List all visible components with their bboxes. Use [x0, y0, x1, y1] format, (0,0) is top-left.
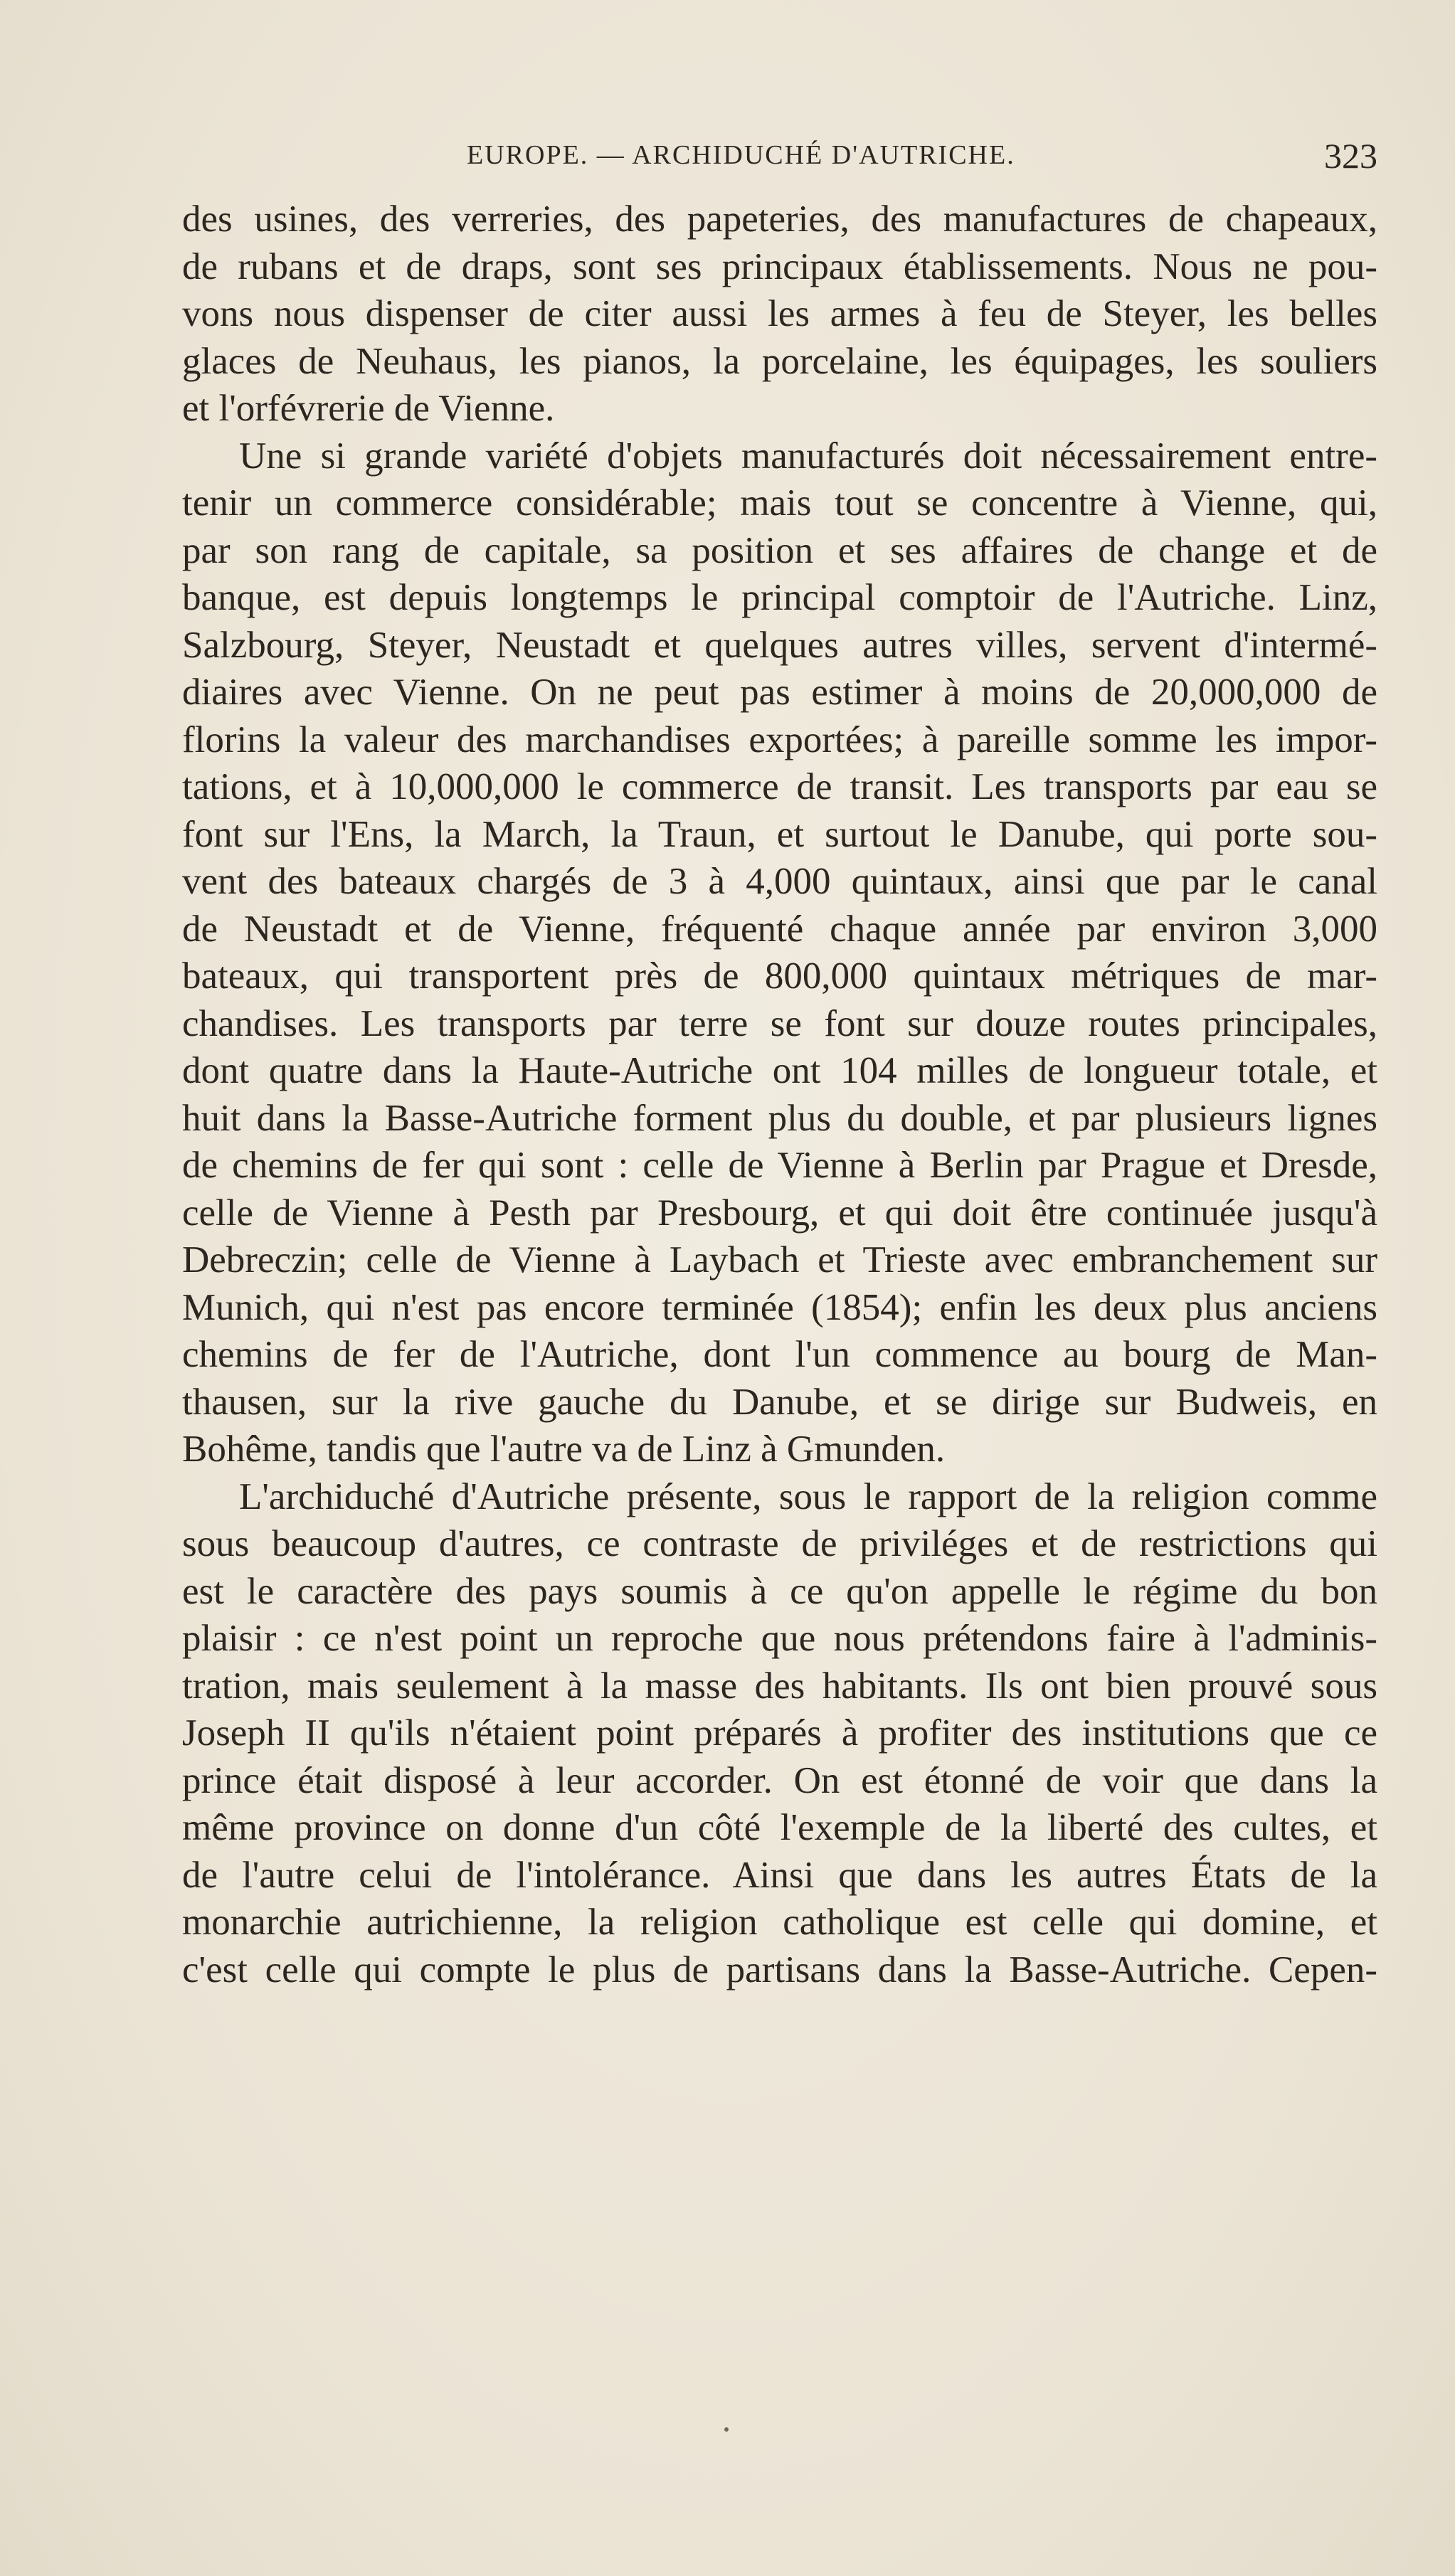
text-line: chemins de fer de l'Autriche, dont l'un commence au bourg de Man- — [182, 1334, 1377, 1375]
text-line: banque, est depuis longtemps le principal comptoir de l'Autriche. Linz, — [182, 577, 1377, 618]
text-line: Debreczin; celle de Vienne à Laybach et Trieste avec embranchement sur — [182, 1239, 1377, 1281]
text-line: des usines, des verreries, des papeteries, des manufactures de chapeaux, — [182, 198, 1377, 240]
text-line: Salzbourg, Steyer, Neustadt et quelques autres villes, servent d'intermé- — [182, 624, 1377, 666]
text-line: glaces de Neuhaus, les pianos, la porcelaine, les équipages, les souliers — [182, 340, 1377, 382]
text-line: monarchie autrichienne, la religion catholique est celle qui domine, et — [182, 1902, 1377, 1943]
text-line: est le caractère des pays soumis à ce qu'on appelle le régime du bon — [182, 1570, 1377, 1612]
text-line: bateaux, qui transportent près de 800,000 quintaux métriques de mar- — [182, 955, 1377, 997]
text-line: de l'autre celui de l'intolérance. Ainsi que dans les autres États de la — [182, 1854, 1377, 1896]
text-line: dont quatre dans la Haute-Autriche ont 104 milles de longueur totale, et — [182, 1050, 1377, 1091]
text-line: florins la valeur des marchandises exportées; à pareille somme les impor- — [182, 719, 1377, 760]
text-line: tations, et à 10,000,000 le commerce de transit. Les transports par eau se — [182, 766, 1377, 807]
text-line: L'archiduché d'Autriche présente, sous le rapport de la religion comme — [239, 1475, 1377, 1517]
text-line: c'est celle qui compte le plus de partisans dans la Basse-Autriche. Cepen- — [182, 1949, 1377, 1991]
header-title: EUROPE. — ARCHIDUCHÉ D'AUTRICHE. — [467, 140, 1015, 170]
text-line: celle de Vienne à Pesth par Presbourg, et qui doit être continuée jusqu'à — [182, 1192, 1377, 1234]
text-line: Munich, qui n'est pas encore terminée (1854); enfin les deux plus anciens — [182, 1286, 1377, 1328]
text-line: plaisir : ce n'est point un reproche que nous prétendons faire à l'adminis- — [182, 1618, 1377, 1659]
text-line: chandises. Les transports par terre se font sur douze routes principales, — [182, 1002, 1377, 1044]
text-line: de chemins de fer qui sont : celle de Vienne à Berlin par Prague et Dresde, — [182, 1145, 1377, 1186]
page-number: 323 — [1324, 136, 1377, 176]
text-line: vons nous dispenser de citer aussi les armes à feu de Steyer, les belles — [182, 293, 1377, 334]
text-line: huit dans la Basse-Autriche forment plus du double, et par plusieurs lignes — [182, 1097, 1377, 1139]
text-line: de Neustadt et de Vienne, fréquenté chaque année par environ 3,000 — [182, 908, 1377, 950]
text-line: et l'orfévrerie de Vienne. — [182, 388, 555, 429]
text-line: tration, mais seulement à la masse des habitants. Ils ont bien prouvé sous — [182, 1665, 1377, 1707]
text-line: diaires avec Vienne. On ne peut pas estimer à moins de 20,000,000 de — [182, 672, 1377, 713]
text-line: de rubans et de draps, sont ses principaux établissements. Nous ne pou- — [182, 245, 1377, 287]
text-line: prince était disposé à leur accorder. On est étonné de voir que dans la — [182, 1759, 1377, 1801]
text-line: Joseph II qu'ils n'étaient point préparés à profiter des institutions que ce — [182, 1712, 1377, 1754]
text-line: thausen, sur la rive gauche du Danube, et se dirige sur Budweis, en — [182, 1381, 1377, 1423]
text-line: Bohême, tandis que l'autre va de Linz à Gmunden. — [182, 1429, 946, 1470]
running-header — [182, 135, 1377, 185]
text-line: sous beaucoup d'autres, ce contraste de priviléges et de restrictions qui — [182, 1523, 1377, 1564]
text-line: même province on donne d'un côté l'exemple de la liberté des cultes, et — [182, 1807, 1377, 1848]
text-line: font sur l'Ens, la March, la Traun, et surtout le Danube, qui porte sou- — [182, 813, 1377, 855]
text-line: Une si grande variété d'objets manufacturés doit nécessairement entre- — [239, 435, 1377, 477]
text-line: par son rang de capitale, sa position et ses affaires de change et de — [182, 529, 1377, 571]
text-line: vent des bateaux chargés de 3 à 4,000 quintaux, ainsi que par le canal — [182, 861, 1377, 902]
body-text — [182, 196, 1377, 1993]
printer-mark-dot — [724, 2427, 729, 2432]
text-line: tenir un commerce considérable; mais tout se concentre à Vienne, qui, — [182, 482, 1377, 524]
